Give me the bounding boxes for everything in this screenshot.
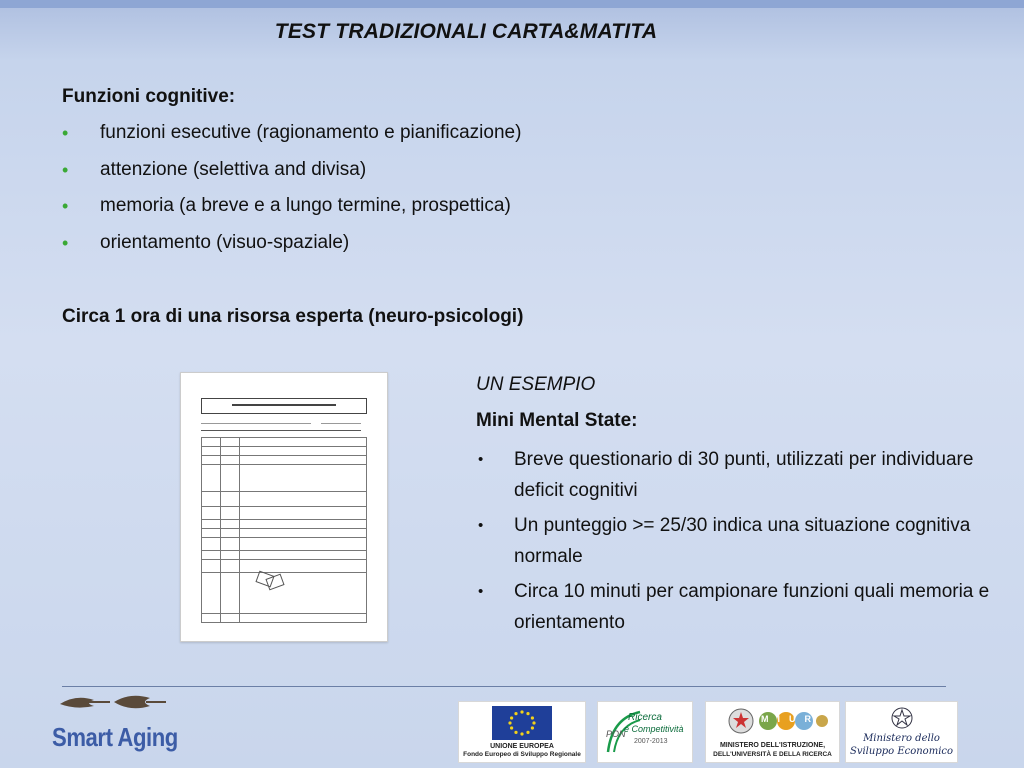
time-note: Circa 1 ora di una risorsa esperta (neuro-psicologi) [62, 306, 524, 327]
bullet-icon: • [478, 583, 484, 600]
slide-title: TEST TRADIZIONALI CARTA&MATITA [274, 20, 658, 43]
miur-logo [705, 701, 840, 763]
section-heading: Funzioni cognitive: [62, 86, 236, 107]
pon-prefix: PON [606, 729, 626, 739]
miur-acronym: MIUR [761, 714, 820, 724]
pon-line1: Ricerca [628, 712, 662, 723]
list-item: • Circa 10 minuti per campionare funzioni quali memoria e orientamento [476, 576, 1006, 638]
pon-line2: e Competitività [624, 724, 684, 734]
example-points-list [476, 444, 1006, 642]
top-band [0, 0, 1024, 8]
republic-emblem-icon [890, 705, 914, 731]
list-item: • orientamento (visuo-spaziale) [62, 230, 521, 267]
eu-line2: Fondo Europeo di Sviluppo Regionale [463, 751, 581, 758]
bullet-icon: • [62, 123, 69, 143]
footer-separator [62, 686, 946, 687]
mise-line1: Ministero dello [863, 733, 940, 744]
bird-logo-icon [58, 690, 168, 714]
list-item: • memoria (a breve e a lungo termine, prospettica) [62, 193, 521, 230]
document-table [201, 437, 367, 623]
bullet-icon: • [62, 159, 69, 180]
list-item: • Breve questionario di 30 punti, utilizzati per individuare deficit cognitivi [476, 444, 1006, 506]
eu-line1: UNIONE EUROPEA [490, 743, 554, 750]
example-label: UN ESEMPIO [476, 374, 596, 395]
list-item: • attenzione (selettiva and divisa) [62, 157, 521, 194]
pon-years: 2007-2013 [634, 738, 668, 745]
bullet-icon: • [62, 196, 69, 216]
miur-line1: MINISTERO DELL'ISTRUZIONE, [719, 742, 826, 749]
pon-logo [597, 701, 693, 763]
republic-emblem-icon [728, 706, 754, 736]
bullet-icon: • [478, 517, 484, 534]
bullet-icon: • [62, 232, 69, 253]
document-heading-box [201, 398, 367, 414]
eu-logo [458, 701, 586, 763]
smart-aging-brand: Smart Aging [52, 722, 178, 752]
mise-line2: Sviluppo Economico [849, 746, 954, 757]
example-title: Mini Mental State: [476, 410, 638, 431]
eu-flag-icon [492, 706, 552, 740]
bullet-icon: • [478, 451, 484, 468]
list-item: • funzioni esecutive (ragionamento e pianificazione) [62, 120, 521, 157]
mise-logo [845, 701, 958, 763]
list-item: • Un punteggio >= 25/30 indica una situazione cognitiva normale [476, 510, 1006, 572]
cognitive-functions-list [62, 120, 521, 266]
mmse-document-image [180, 372, 388, 642]
miur-line2: DELL'UNIVERSITÀ E DELLA RICERCA [713, 751, 832, 758]
